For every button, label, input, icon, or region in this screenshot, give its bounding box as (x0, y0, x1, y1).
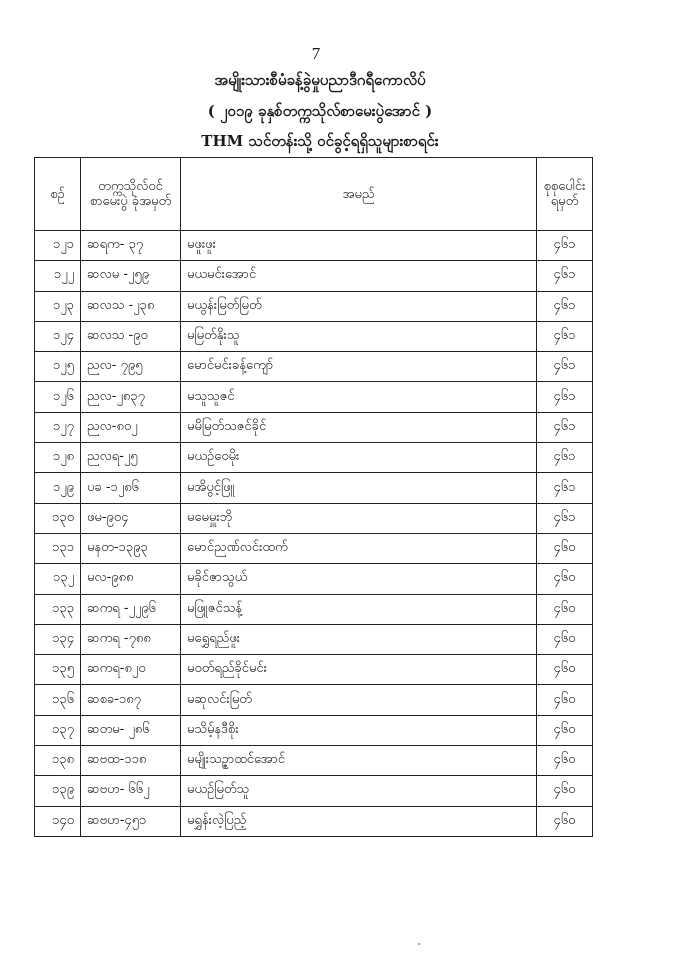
header-roll-number: တက္ကသိုလ်ဝင် စာမေးပွဲ ခုံအမှတ် (81, 158, 181, 231)
table-row (35, 321, 593, 351)
cell-total-marks: ၄၆၀ (537, 533, 593, 563)
cell-total-marks: ၄၆၁ (537, 382, 593, 412)
cell-serial-no: ၁၂၂ (35, 261, 81, 291)
scan-speck (418, 943, 420, 945)
cell-serial-no: ၁၄၀ (35, 806, 81, 836)
table-row (35, 231, 593, 261)
cell-total-marks: ၄၆၀ (537, 594, 593, 624)
cell-roll-number: ဆတမ- ၂၈၆ (81, 715, 181, 745)
admission-table (34, 157, 593, 837)
cell-serial-no: ၁၃၃ (35, 594, 81, 624)
table-row (35, 291, 593, 321)
table-row (35, 443, 593, 473)
table-row (35, 594, 593, 624)
cell-name: မမေမှူးဘို (181, 503, 537, 533)
table-row (35, 473, 593, 503)
cell-serial-no: ၁၂၆ (35, 382, 81, 412)
cell-total-marks: ၄၆၁ (537, 412, 593, 442)
cell-total-marks: ၄၆၁ (537, 352, 593, 382)
table-row (35, 685, 593, 715)
cell-total-marks: ၄၆၁ (537, 503, 593, 533)
cell-total-marks: ၄၆၁ (537, 291, 593, 321)
cell-name: မယဉ်မြတ်သူ (181, 776, 537, 806)
cell-total-marks: ၄၆၀ (537, 806, 593, 836)
cell-name: မယမင်းအောင် (181, 261, 537, 291)
cell-total-marks: ၄၆၀ (537, 624, 593, 654)
cell-serial-no: ၁၃၆ (35, 685, 81, 715)
table-row (35, 261, 593, 291)
cell-total-marks: ၄၆၀ (537, 685, 593, 715)
cell-serial-no: ၁၃၄ (35, 624, 81, 654)
cell-name: မယွန်းမြတ်မြတ် (181, 291, 537, 321)
cell-serial-no: ၁၃၇ (35, 715, 81, 745)
table-row (35, 806, 593, 836)
cell-roll-number: ဆလမ -၂၅၉ (81, 261, 181, 291)
table-row (35, 564, 593, 594)
cell-name: မဝတ်ရည်ခိုင်မင်း (181, 655, 537, 685)
table-row (35, 412, 593, 442)
cell-roll-number: မနတ-၁၃၉၃ (81, 533, 181, 563)
cell-serial-no: ၁၃၉ (35, 776, 81, 806)
cell-roll-number: ဆကရ -၇၈၈ (81, 624, 181, 654)
cell-name: မဆုလင်းမြတ် (181, 685, 537, 715)
cell-roll-number: ဆကရ-၈၂၀ (81, 655, 181, 685)
cell-serial-no: ၁၂၁ (35, 231, 81, 261)
cell-serial-no: ၁၂၄ (35, 321, 81, 351)
cell-total-marks: ၄၆၀ (537, 776, 593, 806)
cell-serial-no: ၁၃၅ (35, 655, 81, 685)
cell-serial-no: ၁၂၅ (35, 352, 81, 382)
cell-roll-number: ဆဗဟ- ၆၆၂ (81, 776, 181, 806)
cell-name: မမျိုးသဥ္ဇာထင်အောင် (181, 746, 537, 776)
cell-serial-no: ၁၂၇ (35, 412, 81, 442)
table-row (35, 352, 593, 382)
cell-serial-no: ၁၃၁ (35, 533, 81, 563)
cell-roll-number: ပခ -၁၂၈၆ (81, 473, 181, 503)
cell-roll-number: ဆစခ-၁၈၇ (81, 685, 181, 715)
cell-total-marks: ၄၆၀ (537, 564, 593, 594)
cell-name: မအိပွင့်ဖြူ (181, 473, 537, 503)
cell-serial-no: ၁၂၈ (35, 443, 81, 473)
cell-name: မဖြူဇင်သန့် (181, 594, 537, 624)
header-name: အမည် (181, 158, 537, 231)
header-total-marks: စုစုပေါင်း ရမှတ် (537, 158, 593, 231)
cell-name: မမိမြတ်သဇင်ခိုင် (181, 412, 537, 442)
page-number: 7 (311, 44, 321, 63)
cell-serial-no: ၁၃၀ (35, 503, 81, 533)
table-row (35, 533, 593, 563)
table-row (35, 382, 593, 412)
cell-roll-number: ဖမ-၉၀၄ (81, 503, 181, 533)
table-header-row (35, 158, 593, 231)
header-serial-no: စဉ် (35, 158, 81, 231)
cell-roll-number: ညလ-၂၈၃၇ (81, 382, 181, 412)
cell-name: မောင်မင်းခန့်ကျော် (181, 352, 537, 382)
table-row (35, 624, 593, 654)
cell-name: မောင်ညဏ်လင်းထက် (181, 533, 537, 563)
admission-list-title: THM သင်တန်းသို့ ဝင်ခွင့်ရရှိသူများစာရင်း (201, 132, 439, 150)
cell-name: မဖူးဖူး (181, 231, 537, 261)
table-row (35, 655, 593, 685)
cell-total-marks: ၄၆၁ (537, 231, 593, 261)
cell-roll-number: ညလရ-၂၅ (81, 443, 181, 473)
cell-serial-no: ၁၃၈ (35, 746, 81, 776)
cell-roll-number: ဆလသ -၉၀ (81, 321, 181, 351)
exam-year-subtitle: ( ၂၀၁၉ ခုနှစ်တက္ကသိုလ်စာမေးပွဲအောင် ) (207, 102, 433, 120)
cell-name: မမြတ်နိုးသူ (181, 321, 537, 351)
cell-roll-number: ညလ-၈၀၂ (81, 412, 181, 442)
cell-serial-no: ၁၃၂ (35, 564, 81, 594)
table-row (35, 715, 593, 745)
cell-total-marks: ၄၆၀ (537, 746, 593, 776)
cell-name: မသိမ့်နဒီစိုး (181, 715, 537, 745)
cell-roll-number: ဆကရ -၂၂၉၆ (81, 594, 181, 624)
cell-name: မခိုင်ဇာသွယ် (181, 564, 537, 594)
cell-roll-number: ဆလသ -၂၃၈ (81, 291, 181, 321)
cell-total-marks: ၄၆၁ (537, 473, 593, 503)
table-body (35, 231, 593, 837)
table-row (35, 503, 593, 533)
table-row (35, 776, 593, 806)
cell-serial-no: ၁၂၉ (35, 473, 81, 503)
cell-name: မရွှန်းလဲ့ပြည့် (181, 806, 537, 836)
college-title: အမျိုးသားစီမံခန့်ခွဲမှုပညာဒီဂရီကောလိပ် (214, 71, 426, 89)
cell-total-marks: ၄၆၁ (537, 443, 593, 473)
cell-total-marks: ၄၆၀ (537, 655, 593, 685)
cell-total-marks: ၄၆၁ (537, 321, 593, 351)
cell-roll-number: ဆရက- ၃၇ (81, 231, 181, 261)
cell-total-marks: ၄၆၀ (537, 715, 593, 745)
cell-name: မရွှေရည်ဖူး (181, 624, 537, 654)
cell-roll-number: ညလ- ၇၉၅ (81, 352, 181, 382)
cell-name: မယဉ်ဝေမိုး (181, 443, 537, 473)
cell-roll-number: မလ-၉၈၈ (81, 564, 181, 594)
table-row (35, 746, 593, 776)
cell-name: မသူသူဇင် (181, 382, 537, 412)
cell-roll-number: ဆဗဟ-၄၅၁ (81, 806, 181, 836)
cell-total-marks: ၄၆၁ (537, 261, 593, 291)
cell-serial-no: ၁၂၃ (35, 291, 81, 321)
cell-roll-number: ဆဗထ-၁၁၈ (81, 746, 181, 776)
